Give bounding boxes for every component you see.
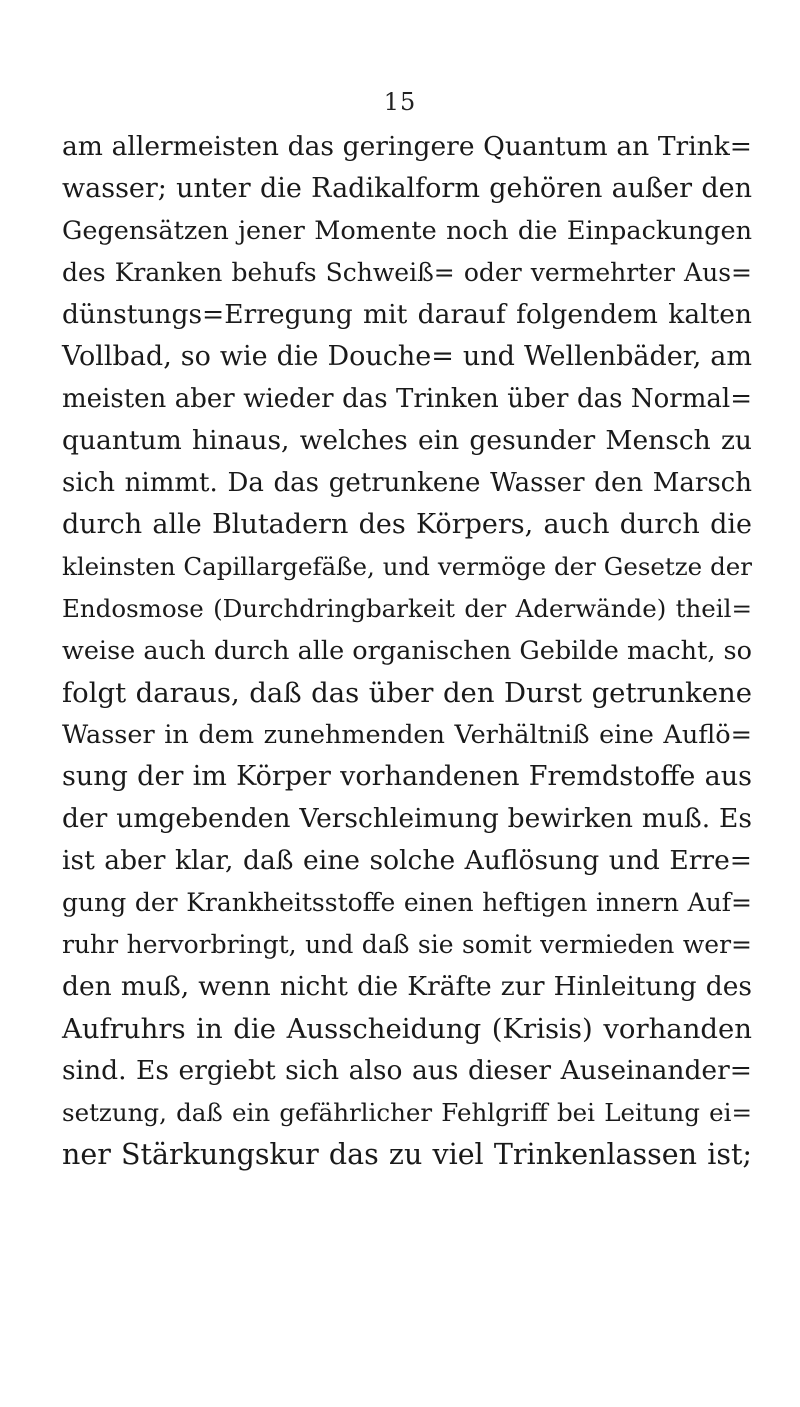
text-line: durch alle Blutadern des Körpers, auch durch die (62, 509, 752, 540)
text-line: dünstungs=Erregung mit darauf folgendem kalten (62, 299, 752, 330)
text-line: quantum hinaus, welches ein gesunder Mensch zu (62, 425, 752, 456)
text-line: setzung, daß ein gefährlicher Fehlgriff bei Leitung ei= (62, 1098, 752, 1127)
text-line: weise auch durch alle organischen Gebilde macht, so (62, 636, 752, 666)
text-line: sich nimmt. Da das getrunkene Wasser den Marsch (62, 468, 752, 498)
text-line: folgt daraus, daß das über den Durst getrunkene (62, 677, 752, 709)
text-line: am allermeisten das geringere Quantum an Trink= (62, 131, 752, 162)
text-line: kleinsten Capillargefäße, und vermöge der Gesetze der (62, 552, 752, 581)
text-line: ist aber klar, daß eine solche Auflösung und Erre= (62, 845, 752, 876)
text-line: des Kranken behufs Schweiß= oder vermehrter Aus= (62, 258, 752, 287)
text-line: ruhr hervorbringt, und daß sie somit vermieden wer= (62, 930, 752, 959)
text-line: Endosmose (Durchdringbarkeit der Aderwände) theil= (62, 594, 752, 623)
text-line: Aufruhrs in die Ausscheidung (Krisis) vorhanden (62, 1013, 752, 1045)
text-line: sung der im Körper vorhandenen Fremdstoffe aus (62, 761, 752, 792)
text-line: meisten aber wieder das Trinken über das Normal= (62, 384, 752, 414)
text-line: gung der Krankheitsstoffe einen heftigen innern Auf= (62, 888, 752, 917)
text-line: ner Stärkungskur das zu viel Trinkenlassen ist; (62, 1138, 752, 1171)
text-line: Wasser in dem zunehmenden Verhältniß eine Auflö= (62, 720, 752, 750)
page-number: 15 (383, 88, 417, 116)
text-line: sind. Es ergiebt sich also aus dieser Auseinander= (62, 1055, 752, 1086)
text-line: Gegensätzen jener Momente noch die Einpackungen (62, 216, 752, 246)
body-text (62, 126, 752, 1176)
text-line: wasser; unter die Radikalform gehören außer den (62, 173, 752, 204)
text-line: den muß, wenn nicht die Kräfte zur Hinleitung des (62, 971, 752, 1002)
text-line: Vollbad, so wie die Douche= und Wellenbäder, am (62, 341, 752, 372)
text-line: der umgebenden Verschleimung bewirken muß. Es (62, 803, 752, 834)
